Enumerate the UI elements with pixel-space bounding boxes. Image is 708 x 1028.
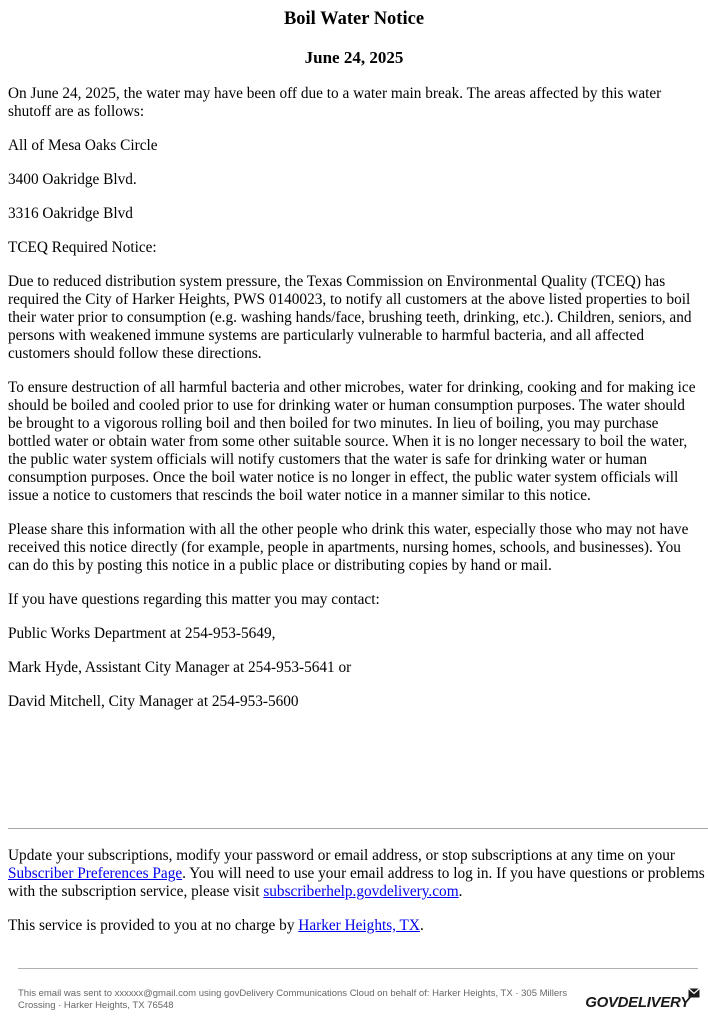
affected-area: All of Mesa Oaks Circle [8,137,158,154]
small-print-divider [18,968,698,969]
affected-area: 3316 Oakridge Blvd [8,205,133,222]
service-suffix: . [419,917,424,934]
boiling-instructions-paragraph: To ensure destruction of all harmful bacteria and other microbes, water for drinking, cooking and for making ice should be boiled and cooled prior to use for drinking water or human consumption purposes. The water should be brought to a vigorous rolling boil and then boiled for two minutes. In lieu of boiling, you may purchase bottled water or obtain water from some other suitable source. When it is no longer necessary to boil the water, the public water system officials will notify customers that the water is safe for drinking water or human consumption purposes. Once the boil water notice is no longer in effect, the public water system officials will issue a notice to customers that rescinds the boil water notice in a manner similar to this notice. [8,379,696,504]
subscriber-help-link[interactable]: subscriberhelp.govdelivery.com [263,883,459,900]
service-provider-text [8,917,708,935]
update-prefix: Update your subscriptions, modify your password or email address, or stop subscriptions at any time on your [8,847,676,864]
affected-area: 3400 Oakridge Blvd. [8,171,137,188]
contact-intro: If you have questions regarding this matter you may contact: [8,591,380,608]
intro-paragraph: On June 24, 2025, the water may have been off due to a water main break. The areas affected by this water shutoff are as follows: [8,85,662,120]
service-prefix: This service is provided to you at no charge by [8,917,299,934]
tceq-heading: TCEQ Required Notice: [8,239,157,256]
update-suffix: . [458,883,463,900]
notice-title: Boil Water Notice [283,9,425,29]
share-paragraph: Please share this information with all the other people who drink this water, especially those who may not have received this notice directly (for example, people in apartments, nursing homes, schools, and businesses). You can do this by posting this notice in a public place or distributing copies by hand or mail. [8,521,689,574]
contact-line: Mark Hyde, Assistant City Manager at 254-953-5641 or [8,659,352,676]
footer-divider [8,828,708,829]
tceq-paragraph: Due to reduced distribution system pressure, the Texas Commission on Environmental Quality (TCEQ) has required the City of Harker Heights, PWS 0140023, to notify all customers at the above listed properties to boil their water prior to consumption (e.g. washing hands/face, brushing teeth, drinking, etc.). Children, seniors, and persons with weakened immune systems are particularly vulnerable to harmful bacteria, and all affected customers should follow these directions. [8,273,692,362]
subscription-footer [8,847,708,951]
harker-heights-link[interactable]: Harker Heights, TX [298,917,420,934]
logo-wordmark: GOVDELIVERY [585,994,690,1011]
update-subscriptions-text [8,847,708,901]
contact-line: Public Works Department at 254-953-5649, [8,625,276,642]
sent-to-disclaimer: This email was sent to xxxxxx@gmail.com using govDelivery Communications Cloud on behalf of: Harker Heights, TX · 305 Millers Crossing · Harker Heights, TX 76548 [18,988,568,1011]
notice-date: June 24, 2025 [304,48,404,67]
contact-line: David Mitchell, City Manager at 254-953-5600 [8,693,299,710]
subscriber-preferences-link[interactable]: Subscriber Preferences Page [8,865,183,882]
govdelivery-logo[interactable] [585,988,700,1016]
notice-content [8,85,700,727]
update-middle: . You will need to use your email address to log in. If you have questions or problems with the subscription service, please visit [8,865,705,900]
